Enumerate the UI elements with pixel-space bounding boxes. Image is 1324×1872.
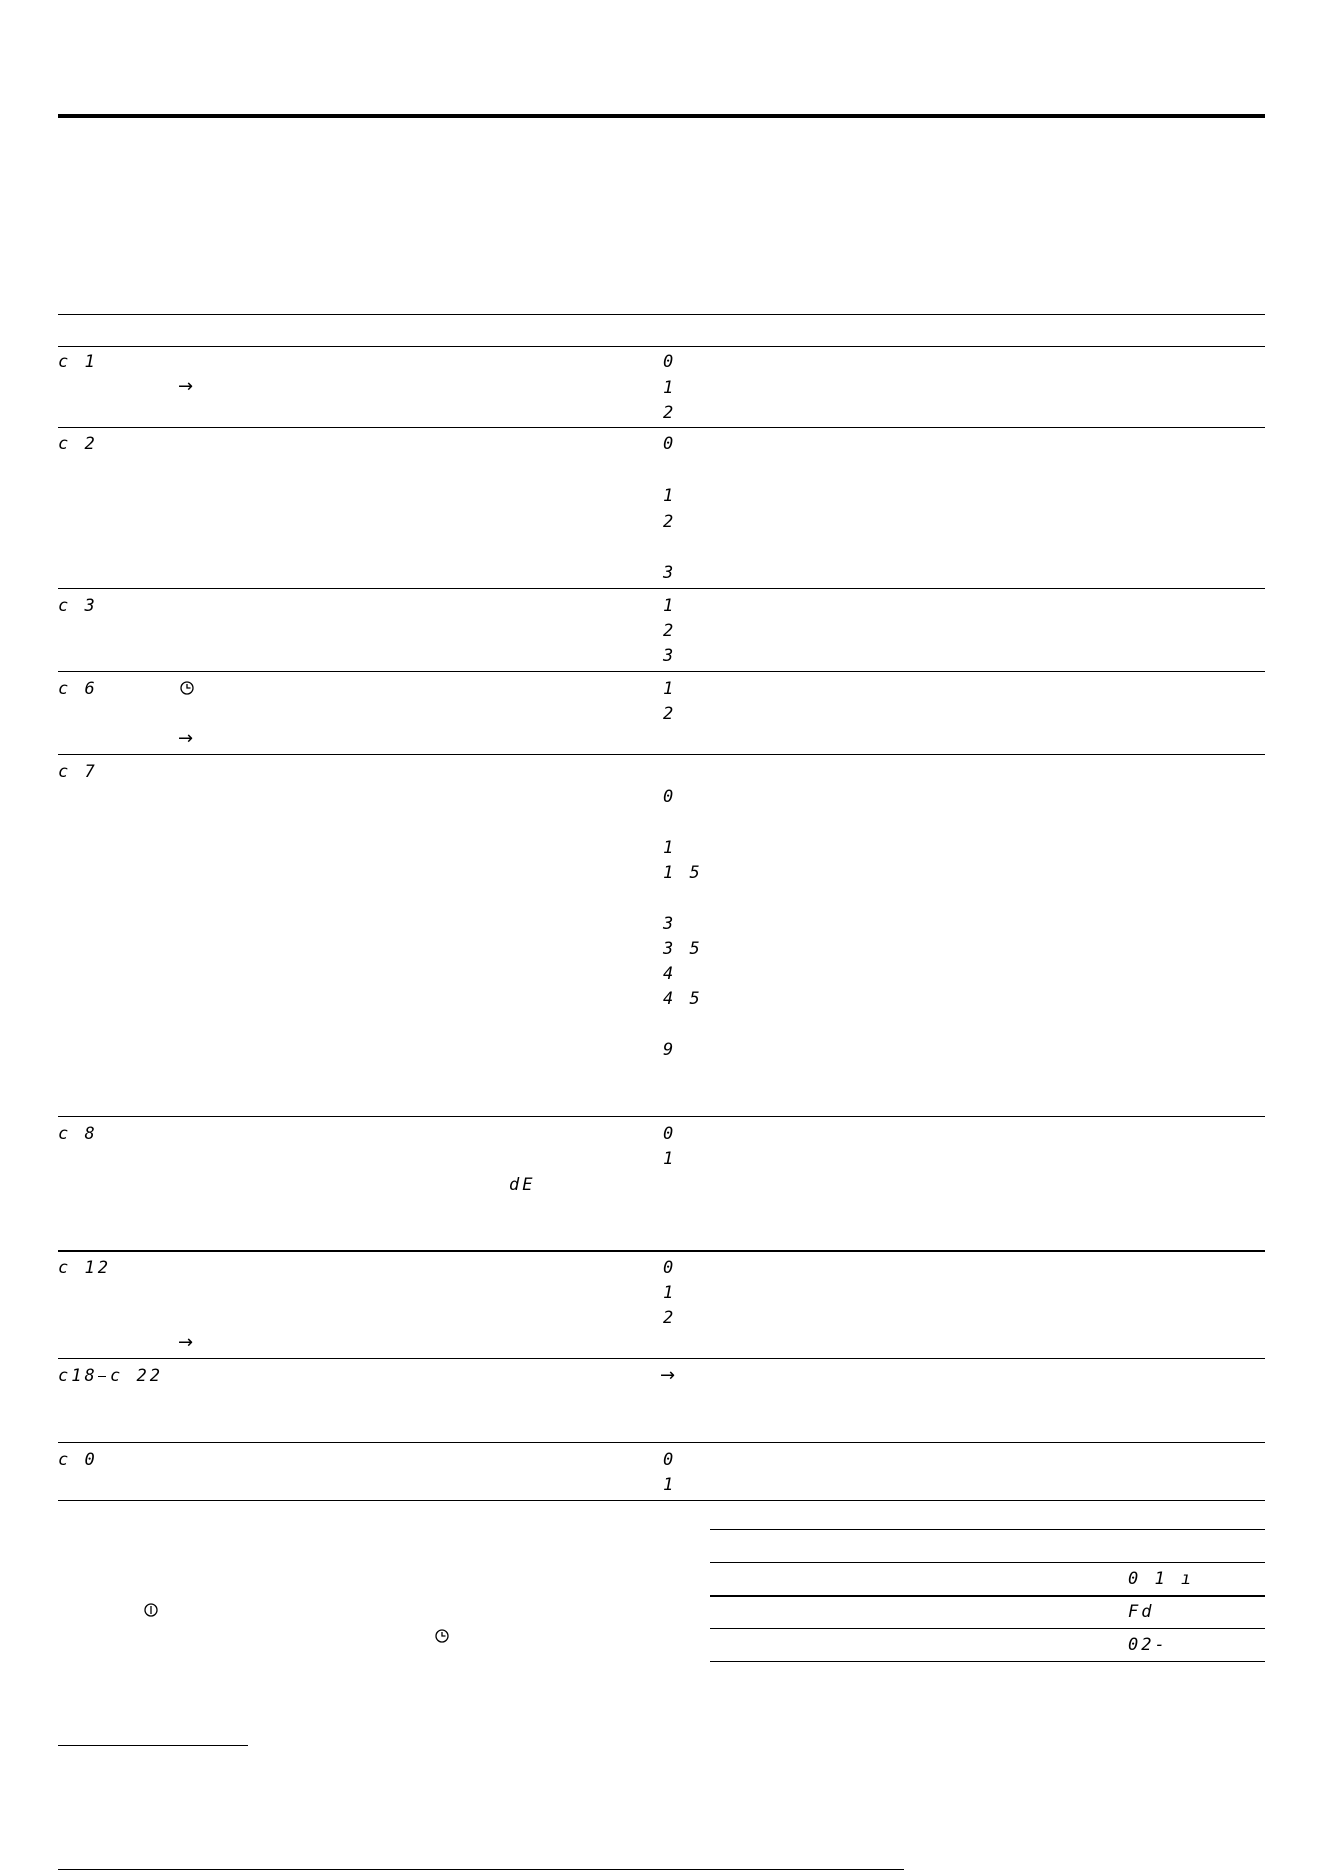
setting-value: 1	[663, 378, 677, 398]
setting-value: 3	[663, 646, 677, 666]
setting-value: 0	[663, 352, 677, 372]
setting-value: 2	[663, 512, 677, 532]
setting-value: 1	[663, 1475, 677, 1495]
setting-value: 2	[663, 1308, 677, 1328]
power-icon	[144, 1603, 158, 1617]
page-top-rule	[58, 114, 1265, 118]
setting-code: c 7	[58, 762, 98, 782]
row-divider	[58, 588, 1265, 589]
row-divider	[58, 1250, 1265, 1252]
row-divider	[58, 754, 1265, 755]
subtable-row-divider	[710, 1595, 1265, 1597]
footnote-rule	[58, 1745, 248, 1746]
setting-value: 0	[663, 787, 677, 807]
setting-value: 1	[663, 1149, 677, 1169]
setting-value: 1	[663, 1283, 677, 1303]
setting-value: 2	[663, 621, 677, 641]
table-bottom-rule	[58, 1500, 1265, 1501]
setting-value: 1	[663, 838, 677, 858]
bottom-edge-rule-short	[888, 1869, 904, 1870]
display-code: Fd	[1128, 1602, 1155, 1622]
subtable-top-rule	[710, 1529, 1265, 1530]
setting-code: c 8	[58, 1124, 98, 1144]
display-code: 0 1 ı	[1128, 1569, 1195, 1589]
row-divider	[58, 427, 1265, 428]
setting-value: 0	[663, 1124, 677, 1144]
setting-value: 0	[663, 1450, 677, 1470]
timer-icon	[180, 681, 194, 695]
setting-value: 0	[663, 434, 677, 454]
display-code: 02-	[1128, 1635, 1168, 1655]
inline-display-code: dE	[509, 1175, 536, 1195]
setting-value: 1	[663, 596, 677, 616]
row-divider	[58, 1442, 1265, 1443]
setting-value: 2	[663, 704, 677, 724]
setting-code: c 0	[58, 1450, 98, 1470]
setting-value: 1 5	[663, 863, 703, 883]
setting-value: 2	[663, 403, 677, 423]
setting-value: 3	[663, 914, 677, 934]
setting-code: c 2	[58, 434, 98, 454]
right-arrow-icon: →	[178, 1332, 194, 1353]
right-arrow-icon: →	[178, 728, 194, 749]
setting-value: 4 5	[663, 989, 703, 1009]
setting-code: c 1	[58, 352, 98, 372]
setting-value: 1	[663, 679, 677, 699]
setting-value: 4	[663, 964, 677, 984]
setting-value: 1	[663, 486, 677, 506]
range-dash	[98, 1376, 106, 1377]
right-arrow-icon: →	[178, 376, 194, 397]
setting-code: c 22	[110, 1366, 163, 1386]
timer-icon	[435, 1629, 449, 1643]
subtable-bottom-rule	[710, 1661, 1265, 1662]
setting-code: c 12	[58, 1258, 111, 1278]
setting-code: c 3	[58, 596, 98, 616]
setting-value: 3 5	[663, 939, 703, 959]
table-header-rule	[58, 346, 1265, 347]
setting-code: c 6	[58, 679, 98, 699]
setting-value: 0	[663, 1258, 677, 1278]
setting-code: c18	[58, 1366, 98, 1386]
row-divider	[58, 1116, 1265, 1117]
setting-value: 3	[663, 563, 677, 583]
right-arrow-icon: →	[660, 1365, 676, 1386]
subtable-row-divider	[710, 1628, 1265, 1629]
bottom-edge-rule	[58, 1869, 888, 1870]
row-divider	[58, 671, 1265, 672]
row-divider	[58, 1358, 1265, 1359]
subtable-header-rule	[710, 1562, 1265, 1563]
table-top-rule	[58, 314, 1265, 315]
setting-value: 9	[663, 1040, 677, 1060]
